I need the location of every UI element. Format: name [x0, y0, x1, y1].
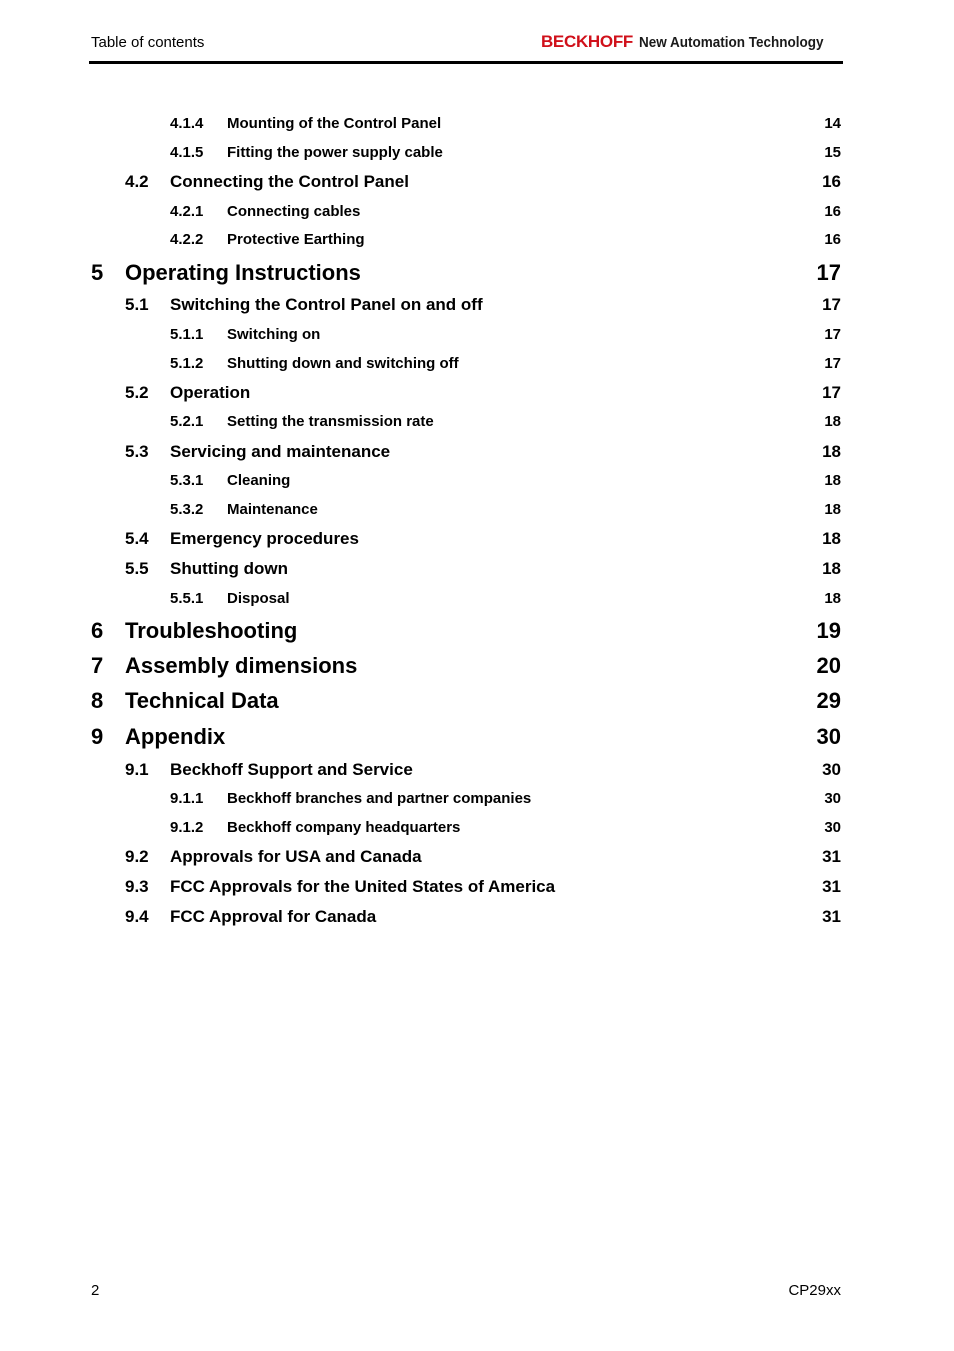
toc-entry-page: 16 [822, 172, 841, 191]
toc-entry-number: 9.1.2 [170, 819, 204, 836]
toc-entry-title: Cleaning [227, 472, 291, 489]
toc-entry-page: 30 [822, 760, 841, 779]
toc-entry-number: 9.1.1 [170, 790, 204, 807]
toc-entry-number: 5.4 [125, 529, 149, 548]
toc-entry-page: 17 [816, 260, 841, 285]
toc-entry-page: 20 [816, 653, 841, 678]
toc-entry-page: 17 [822, 295, 841, 314]
toc-entry-page: 29 [816, 688, 841, 713]
toc-entry-number: 5 [91, 260, 104, 285]
toc-entry-number: 5.2.1 [170, 413, 204, 430]
toc-entry-number: 4.1.5 [170, 144, 204, 161]
toc-entry-title: Protective Earthing [227, 231, 365, 248]
toc-entry-title: Assembly dimensions [125, 653, 358, 678]
toc-entry-number: 4.2 [125, 172, 149, 191]
toc-entry-number: 4.2.2 [170, 231, 204, 248]
toc-entry-page: 30 [816, 724, 841, 749]
toc-entry-title: Shutting down [170, 559, 289, 578]
brand-name: BECKHOFF [540, 32, 633, 51]
running-header-title: Table of contents [91, 34, 205, 51]
toc-entry-title: Approvals for USA and Canada [170, 847, 422, 866]
toc-entry-page: 18 [822, 529, 841, 548]
toc-entry-number: 7 [91, 653, 104, 678]
toc-entry-title: Beckhoff branches and partner companies [227, 790, 532, 807]
toc-entry-page: 17 [824, 355, 841, 372]
toc-entry-page: 31 [822, 877, 841, 896]
toc-entry-page: 16 [824, 231, 841, 248]
toc-entry-page: 14 [824, 115, 841, 132]
toc-entry-page: 17 [824, 326, 841, 343]
toc-entry-title: FCC Approval for Canada [170, 907, 377, 926]
toc-entry-page: 15 [824, 144, 841, 161]
toc-entry-number: 9.2 [125, 847, 149, 866]
header-divider [89, 61, 843, 64]
toc-entry-number: 5.1 [125, 295, 149, 314]
toc-entry-title: Fitting the power supply cable [227, 144, 443, 161]
toc-entry-page: 30 [824, 790, 841, 807]
toc-entry-number: 8 [91, 688, 104, 713]
toc-entry-title: Operation [170, 383, 251, 402]
toc-entry-number: 5.3.2 [170, 501, 204, 518]
footer-document-name: CP29xx [788, 1282, 841, 1299]
toc-entry-title: Switching on [227, 326, 321, 343]
toc-entry-title: Appendix [125, 724, 226, 749]
toc-entry-title: Connecting the Control Panel [170, 172, 409, 191]
toc-entry-number: 5.2 [125, 383, 149, 402]
toc-entry-page: 18 [824, 413, 841, 430]
toc-entry-number: 6 [91, 618, 104, 643]
brand-logo [541, 32, 844, 52]
toc-entry-number: 5.1.2 [170, 355, 204, 372]
toc-entry-number: 9.4 [125, 907, 149, 926]
toc-entry-title: Maintenance [227, 501, 318, 518]
toc-entry-page: 31 [822, 907, 841, 926]
toc-entry-title: Operating Instructions [125, 260, 361, 285]
toc-entry-title: Troubleshooting [125, 618, 298, 643]
toc-entry-number: 4.2.1 [170, 203, 204, 220]
toc-entry-page: 17 [822, 383, 841, 402]
toc-entry-page: 18 [824, 590, 841, 607]
toc-entry-title: Servicing and maintenance [170, 442, 391, 461]
toc-entry-title: Switching the Control Panel on and off [170, 295, 483, 314]
toc-entry-number: 5.5 [125, 559, 149, 578]
toc-entry-title: Setting the transmission rate [227, 413, 434, 430]
toc-entry-number: 5.3 [125, 442, 149, 461]
toc-entry-number: 9.3 [125, 877, 149, 896]
toc-entry-title: Technical Data [125, 688, 279, 713]
toc-entry-title: Disposal [227, 590, 290, 607]
brand-tagline: New Automation Technology [639, 34, 824, 51]
toc-entry-page: 18 [822, 442, 841, 461]
toc-entry-page: 30 [824, 819, 841, 836]
footer-page-number: 2 [91, 1282, 100, 1299]
toc-entry-number: 5.3.1 [170, 472, 204, 489]
toc-entry-page: 31 [822, 847, 841, 866]
toc-entry-number: 9.1 [125, 760, 149, 779]
toc-entry-page: 18 [824, 501, 841, 518]
toc-entry-number: 5.1.1 [170, 326, 204, 343]
toc-entry-title: Beckhoff Support and Service [170, 760, 413, 779]
toc-entry-number: 4.1.4 [170, 115, 204, 132]
toc-entry-title: Connecting cables [227, 203, 361, 220]
toc-entry-title: Mounting of the Control Panel [227, 115, 442, 132]
toc-entry-number: 5.5.1 [170, 590, 204, 607]
toc-entry-number: 9 [91, 724, 104, 749]
toc-entry-title: Emergency procedures [170, 529, 359, 548]
toc-entry-page: 19 [816, 618, 841, 643]
toc-entry-title: Shutting down and switching off [227, 355, 459, 372]
toc-entry-page: 18 [824, 472, 841, 489]
toc-entry-title: Beckhoff company headquarters [227, 819, 461, 836]
toc-entry-page: 18 [822, 559, 841, 578]
toc-entry-page: 16 [824, 203, 841, 220]
toc-entry-title: FCC Approvals for the United States of America [170, 877, 556, 896]
